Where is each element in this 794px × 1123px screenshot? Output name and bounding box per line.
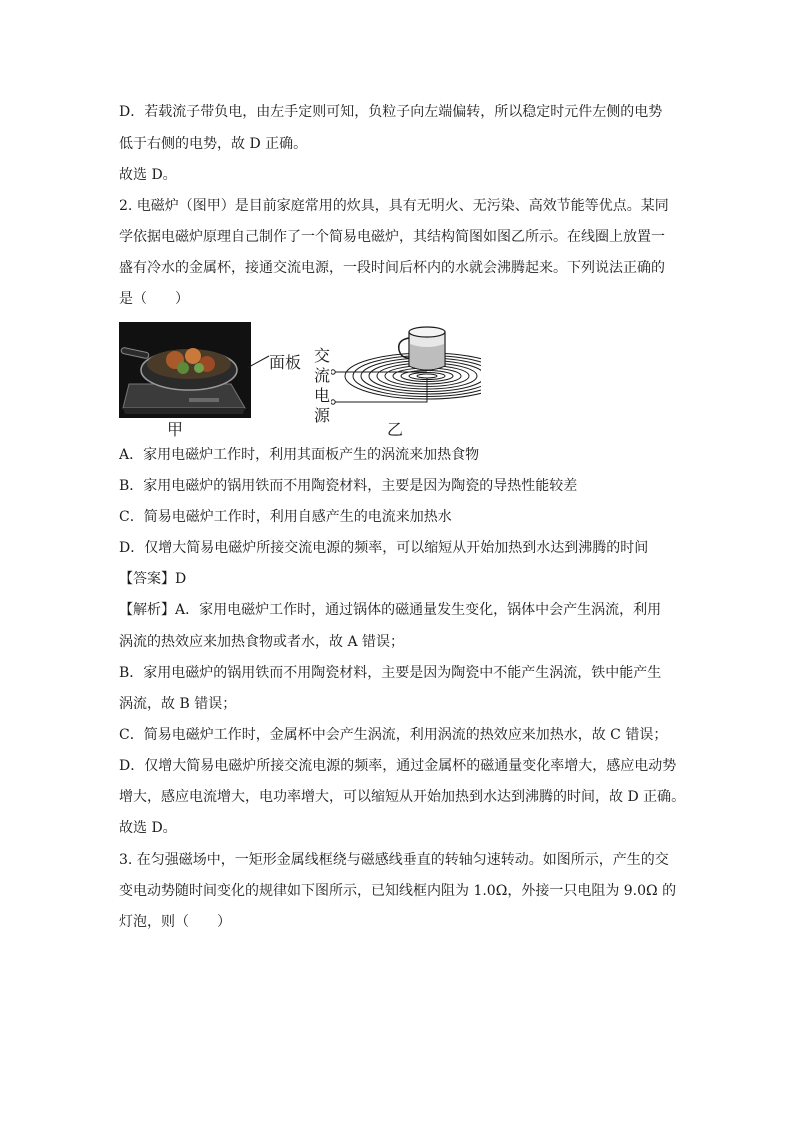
text-line: 学依据电磁炉原理自己制作了一个简易电磁炉，其结构简图如图乙所示。在线圈上放置一 (119, 229, 665, 245)
option-b: B．家用电磁炉的锅用铁而不用陶瓷材料，主要是因为陶瓷的导热性能较差 (119, 478, 578, 494)
panel-leader-line (247, 352, 271, 372)
question-2-stem: 2. 电磁炉（图甲）是目前家庭常用的炊具，具有无明火、无污染、高效节能等优点。某同 (119, 198, 669, 214)
ac-source-char: 交 (313, 346, 330, 365)
coil-and-cup-diagram (331, 322, 481, 422)
text-line: D．仅增大简易电磁炉所接交流电源的频率，通过金属杯的磁通量变化率增大，感应电动势 (119, 758, 677, 774)
question-3-stem: 3. 在匀强磁场中，一矩形金属线框绕与磁感线垂直的转轴匀速转动。如图所示，产生的交 (119, 852, 669, 868)
text-line: 灯泡，则（ ） (119, 914, 231, 930)
text-line: 涡流，故 B 错误； (119, 696, 237, 712)
text-line: 故选 D。 (119, 820, 177, 836)
figure-yi-label: 乙 (387, 420, 404, 439)
text-line: 变电动势随时间变化的规律如下图所示，已知线框内阻为 1.0Ω，外接一只电阻为 9.0Ω 的 (119, 883, 677, 899)
ac-source-char: 电 (313, 386, 330, 405)
induction-cooker-pan-icon (119, 322, 251, 418)
text-line: 盛有冷水的金属杯，接通交流电源，一段时间后杯内的水就会沸腾起来。下列说法正确的 (119, 260, 665, 276)
text-line: C．简易电磁炉工作时，金属杯中会产生涡流，利用涡流的热效应来加热水，故 C 错误； (119, 727, 668, 743)
text-line: 是（ ） (119, 291, 189, 307)
induction-cooker-figure (119, 322, 579, 440)
text-line: 涡流的热效应来加热食物或者水，故 A 错误； (119, 634, 405, 650)
ac-source-char: 流 (313, 366, 330, 385)
option-a: A．家用电磁炉工作时，利用其面板产生的涡流来加热食物 (119, 447, 480, 463)
panel-label: 面板 (269, 353, 302, 372)
text-line: B．家用电磁炉的锅用铁而不用陶瓷材料，主要是因为陶瓷中不能产生涡流，铁中能产生 (119, 665, 662, 681)
text-line: 增大，感应电流增大，电功率增大，可以缩短从开始加热到水达到沸腾的时间，故 D 正确。 (119, 789, 686, 805)
figure-jia-label: 甲 (167, 420, 184, 439)
text-line: 低于右侧的电势，故 D 正确。 (119, 136, 308, 152)
option-c: C．简易电磁炉工作时，利用自感产生的电流来加热水 (119, 509, 452, 525)
analysis-line: 【解析】A．家用电磁炉工作时，通过锅体的磁通量发生变化，锅体中会产生涡流，利用 (119, 602, 662, 618)
option-d: D．仅增大简易电磁炉所接交流电源的频率，可以缩短从开始加热到水达到沸腾的时间 (119, 540, 649, 556)
metal-cup-icon (399, 327, 445, 370)
ac-source-char: 源 (313, 406, 330, 425)
answer-line: 【答案】D (119, 571, 187, 587)
text-line: D．若载流子带负电，由左手定则可知，负粒子向左端偏转，所以稳定时元件左侧的电势 (119, 104, 663, 120)
figure-jia-photo (119, 322, 251, 418)
text-line: 故选 D。 (119, 167, 177, 183)
